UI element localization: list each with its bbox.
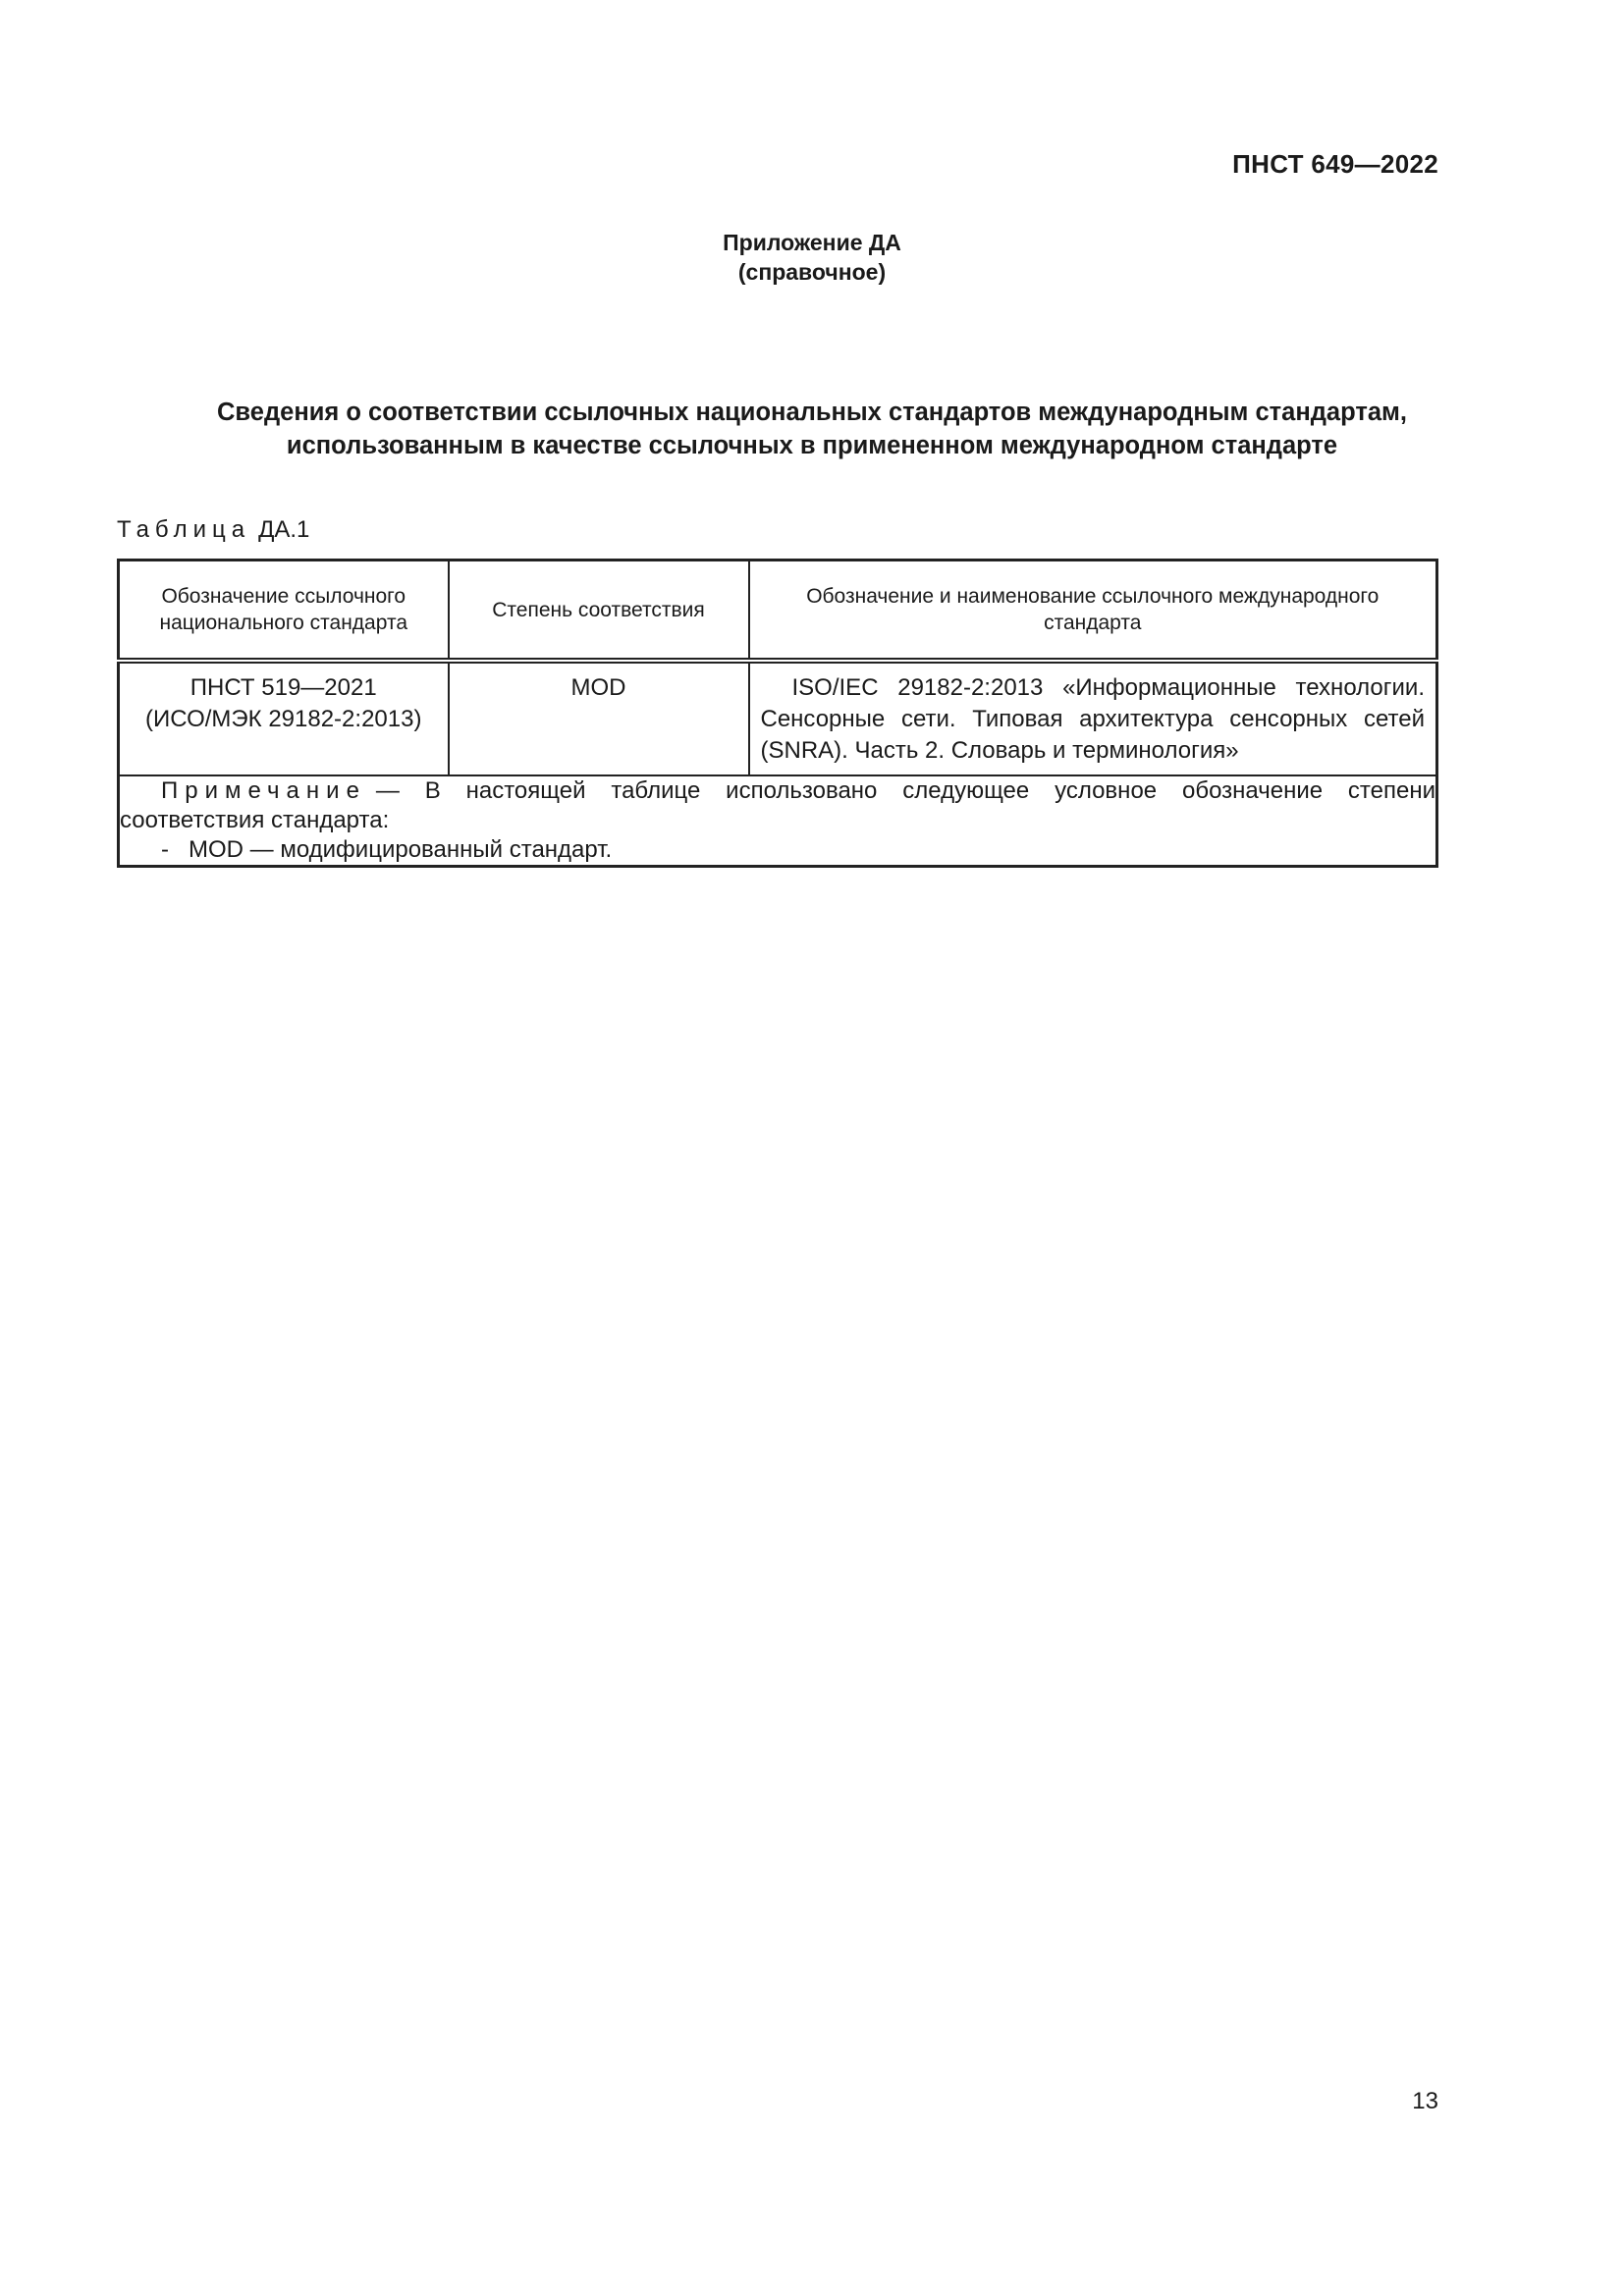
section-title-line1: Сведения о соответствии ссылочных национальных стандартов международным стандартам,: [217, 399, 1407, 426]
appendix-title: Приложение ДА: [723, 230, 901, 255]
note-item-text: MOD — модифицированный стандарт.: [189, 836, 613, 863]
table-row: [119, 661, 1437, 775]
cell-national-standard: [119, 661, 449, 775]
national-standard-code: ПНСТ 519—2021: [189, 674, 377, 701]
header-degree: Степень соответствия: [449, 561, 749, 662]
table-header-row: [119, 561, 1437, 662]
cell-degree: MOD: [449, 661, 749, 775]
table-caption: [117, 516, 309, 544]
appendix-heading: [0, 228, 1624, 287]
section-title: [108, 396, 1516, 462]
note-label: Примечание: [161, 777, 366, 804]
table-note: [119, 775, 1437, 867]
section-title-line2: использованным в качестве ссылочных в примененном международном стандарте: [286, 432, 1338, 459]
header-national-standard: Обозначение ссылочного национального стандарта: [119, 561, 449, 662]
note-item-dash: -: [161, 836, 169, 863]
reference-table: [117, 559, 1438, 868]
note-list-item: [120, 835, 1435, 865]
document-code: ПНСТ 649—2022: [1232, 149, 1438, 179]
header-international-standard: Обозначение и наименование ссылочного международного стандарта: [749, 561, 1437, 662]
national-standard-equivalent: (ИСО/МЭК 29182-2:2013): [145, 706, 422, 732]
table-caption-word: Таблица: [117, 516, 251, 543]
table-caption-number: ДА.1: [258, 516, 310, 543]
page-number: 13: [1412, 2088, 1438, 2114]
cell-international-standard: ISO/IEC 29182-2:2013 «Информационные технологии. Сенсорные сети. Типовая архитектура сенсорных сетей (SNRA). Часть 2. Словарь и терминология»: [749, 661, 1437, 775]
table-note-row: [119, 775, 1437, 867]
note-text: — В настоящей таблице использовано следующее условное обозначение степени соответствия стандарта:: [120, 777, 1435, 833]
appendix-type: (справочное): [737, 259, 887, 285]
